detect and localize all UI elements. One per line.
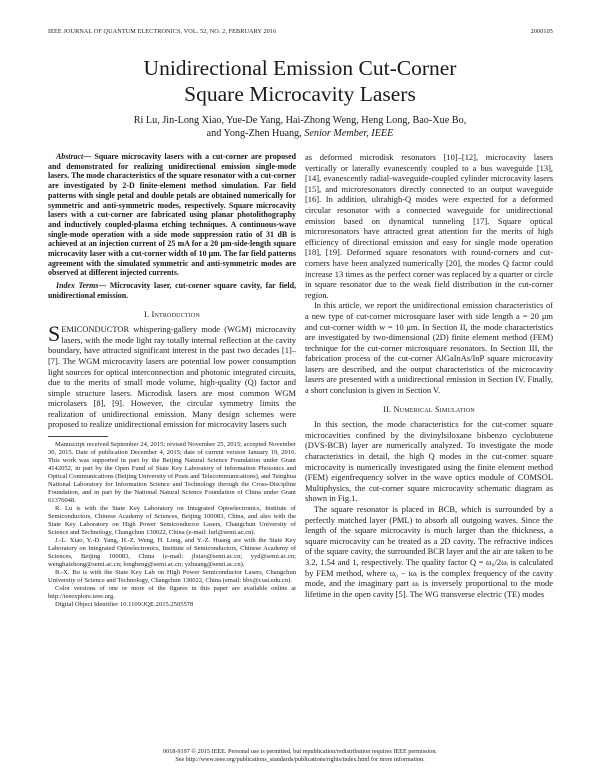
intro-paragraph-1 (48, 321, 296, 430)
abstract (48, 152, 296, 278)
right-column (305, 152, 553, 599)
footnote-authors-xiao: J.-L. Xiao, Y.-D. Yang, H.-Z. Weng, H. Long, and Y.-Z. Huang are with the State Key Laboratory on Integrated Optoelectronics, Institute of Semiconductors, Chinese Academy of Sciences, Beijing 100083, China (e-mail: jlxiao@semi.ac.cn; yyd@semi.ac.cn; wenghaizhong@semi.ac.cn; longheng@semi.ac.cn; yzhuang@semi.ac.cn). (48, 537, 296, 569)
index-terms-lead: Index Terms (56, 281, 99, 291)
index-terms (48, 281, 296, 300)
index-terms-text: — Microcavity laser, cut-corner square cavity, far field, unidirectional emission. (48, 281, 296, 300)
footnotes (48, 441, 296, 609)
rights-url-line: See http://www.ieee.org/publications_standards/publications/rights/index.html for more information. (175, 756, 425, 763)
intro-paragraph-1-continued: as deformed microdisk resonators [10]–[12], microcavity lasers vertically or laterally evanescently coupled to a bus waveguide [13], [14], evanescently radial-waveguide-coupled cylinder microcavity lasers [15], and microresonators directly connected to an output waveguide [16]. In addition, ultrahigh-Q modes were expected for a deformed circular resonator with a connected waveguide for unidirectional emission based on dynamical tunneling [17]. Square optical microresonators have attracted great attention for the merits of high efficiency of directional emission and easy for single mode operation [18], [19]. Deformed square resonators with round-corners and cut-corners have been analyzed numerically [20], the modes Q factor could increase 13 times as the perfect corner was replaced by a quarter or circle in square resonator due to the weak field distribution in the cut-corner region. (305, 152, 553, 300)
paper-title (0, 55, 600, 107)
article-number: 2000105 (530, 28, 553, 35)
running-head (48, 28, 553, 38)
footnote-doi: Digital Object Identifier 10.1109/JQE.2015.2505578 (55, 601, 194, 609)
simulation-paragraph-2: The square resonator is placed in BCB, which is surrounded by a perfectly matched layer (PML) to absorb all outgoing waves. Since the length of the square microcavity is much larger than the thickness, a square microcavity can be treated as a 2D cavity. The refractive indices of the square cavity, the surrounded BCB layer and the air are taken to be 3.2, 1.54 and 1, respectively. The quality factor Q = ω₀/2ωᵢ is calculated by FEM method, where ω₀ − iωᵢ is the complex frequency of the cavity mode, and the imaginary part ωᵢ is inversely proportional to the mode lifetime in the open cavity [5]. The WG transverse electric (TE) modes (305, 504, 553, 599)
footnote-author-bo: B.-X. Bo is with the State Key Lab on High Power Semiconductor Lasers, Changchun University of Science and Technology, Changchun 130022, China (email: bbx@cust.edu.cn). (48, 569, 296, 585)
footnote-manuscript: Manuscript received September 24, 2015; revised November 25, 2015; accepted November 30, 2015. Date of publication December 4, 2015; date of current version January 19, 2016. This work was supported in part by the Beijing Natural Science Foundation under Grant 4142052, in part by the Open Fund of State Key Laboratory of Information Photonics and Optical Communications (Beijing University of Posts and Telecommunications), and Tsinghua National Laboratory for Information Science and Technology through the Cross-Discipline Foundation, and in part by the National Natural Science Foundation of China under Grant 61376048. (48, 441, 296, 505)
authors-line-1: Ri Lu, Jin-Long Xiao, Yue-De Yang, Hai-Zhong Weng, Heng Long, Bao-Xue Bo, (133, 115, 467, 126)
footnote-color-versions: Color versions of one or more of the figures in this paper are available online at http://ieeexplore.ieee.org. (48, 585, 296, 601)
journal-citation: IEEE JOURNAL OF QUANTUM ELECTRONICS, VOL. 52, NO. 2, FEBRUARY 2016 (48, 28, 277, 35)
section-heading-numerical-simulation: II. Numerical Simulation (383, 404, 475, 414)
intro-paragraph-2: In this article, we report the unidirectional emission characteristics of a new type of cut-corner microsquare laser with side length a = 20 μm and cut-corner width w = 10 μm. In Section II, the mode characteristics are investigated by two-dimensional (2D) finite element method (FEM) technique for the cut-corner microsquare resonators. In Section III, the fabrication process of the cut-corner AlGaInAs/InP square microcavity lasers are described, and the output characteristics of the microcavity lasers are presented with a unidirectional emission in Section IV. Finally, a short conclusion is given in Section V. (305, 300, 553, 396)
title-line-1: Unidirectional Emission Cut-Corner (143, 56, 457, 80)
footnote-author-lu: R. Lu is with the State Key Laboratory on Integrated Optoelectronics, Institute of Semiconductors, Chinese Academy of Sciences, Beijing 100083, China, and also with the State Key Laboratory on High Power Semiconductor Lasers, Changchun University of Science and Technology, Changchun 130022, China (e-mail: lurl@semi.ac.cn). (48, 505, 296, 537)
abstract-lead: Abstract (56, 152, 84, 161)
footnote-divider (48, 436, 108, 437)
copyright-footer (0, 748, 600, 764)
title-line-2: Square Microcavity Lasers (184, 82, 416, 106)
left-column (48, 152, 296, 609)
authors-line-2: and Yong-Zhen Huang, (206, 128, 305, 139)
simulation-paragraph-1: In this section, the mode characteristics for the cut-corner square microcavities confined by the divinylsiloxane bisbenzo cyclobutene (DVS-BCB) layer are numerically analyzed. To investigate the mode characteristics in detail, the high Q modes in the cut-corner square microcavity is numerically investigated using the finite element method (FEM) eigenfrequency solver in the wave optics module of COMSOL Multiphysics, the cut-corner square microcavity schematic diagram as shown in Fig.1. (305, 419, 553, 504)
drop-cap: S (48, 321, 61, 347)
section-heading-introduction: I. Introduction (143, 309, 200, 319)
abstract-text: — Square microcavity lasers with a cut-corner are proposed and demonstrated for realizing unidirectional emission single-mode lasers. The mode characteristics of the square resonator with a cut-corner are investigated by 2-D finite-element method simulation. Far field patterns with single petal and double petals are obtained numerically for symmetric and anti-symmetric modes, respectively. Square microcavity lasers with a cut-corner are fabricated using planar photolithography and inductively coupled-plasma etching techniques. A continuous-wave single-mode operation with a side mode suppression ratio of 31 dB is achieved at an injection current of 25 mA for a 20 μm-side-length square microcavity laser with a cut-corner width of 10 μm. The far field patterns agreement with the simulated symmetric and anti-symmetric modes are observed at different injected currents. (48, 152, 296, 278)
copyright-line: 0018-9197 © 2015 IEEE. Personal use is permitted, but republication/redistribution requires IEEE permission. (163, 748, 437, 755)
author-role: Senior Member, IEEE (304, 128, 394, 139)
author-list (60, 114, 540, 140)
intro-paragraph-1-text: EMICONDUCTOR whispering-gallery mode (WGM) microcavity lasers, with the mode light ray totally internal reflection at the cavity boundary, have attracted significant interest in the past two decades [1]–[7]. The WGM microcavity lasers are potential low power consumption light sources for optical interconnection and photonic integrated circuits, due to the merits of small mode volume, high-quality (Q) factor and simple structure lasers. Microdisk lasers are most common WGM microlasers [8], [9]. However, the circular symmetry limits the realization of unidirectional emission. Many design schemes were proposed to realize unidirectional emission for microcavity lasers such (48, 324, 296, 430)
